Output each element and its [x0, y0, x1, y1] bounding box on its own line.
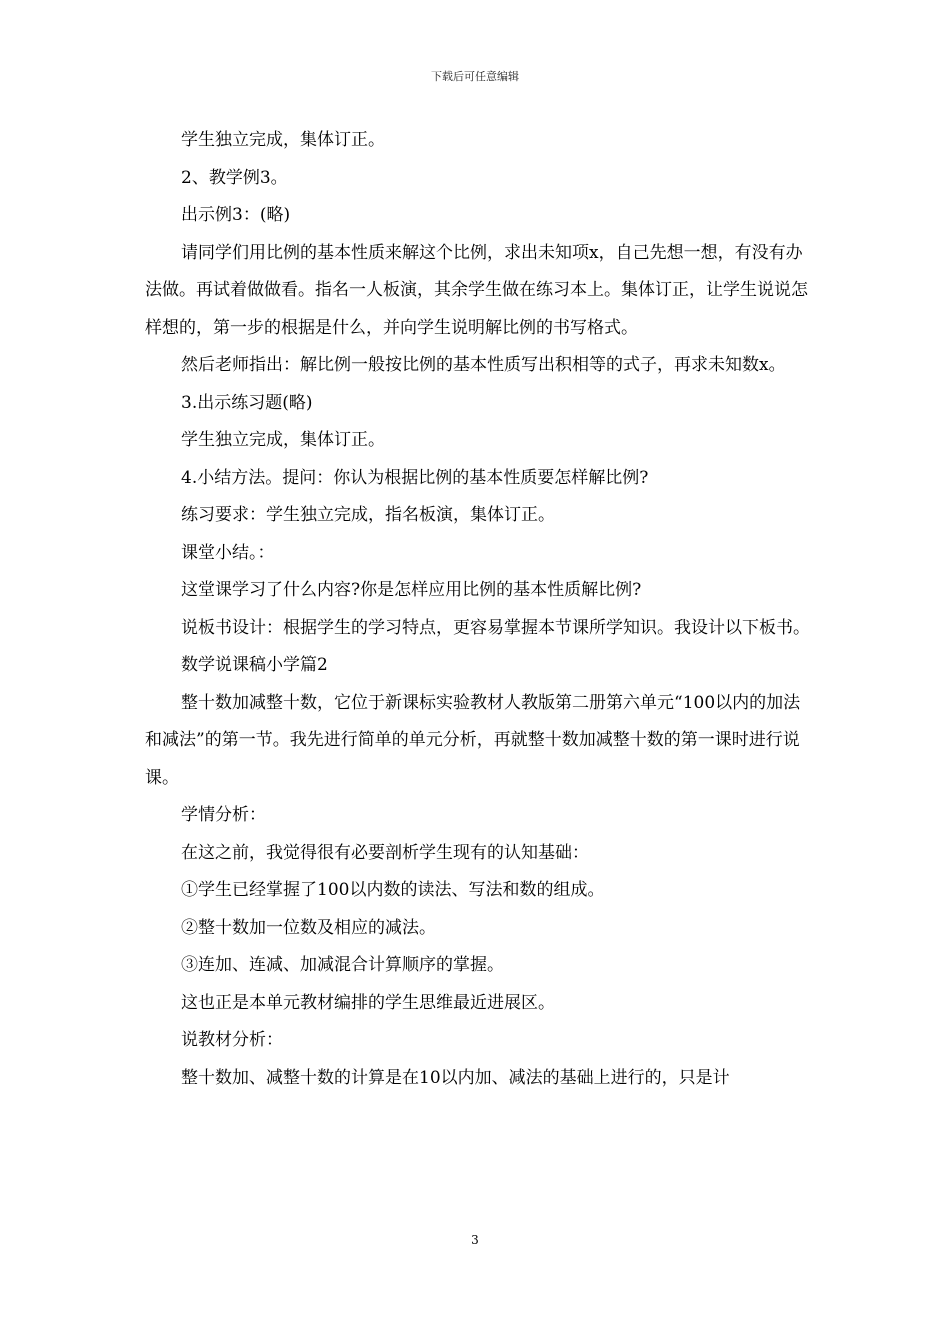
paragraph: 3.出示练习题(略) [181, 392, 313, 413]
paragraph: 2、教学例3。 [181, 167, 288, 188]
paragraph: 整十数加减整十数，它位于新课标实验教材人教版第二册第六单元“100以内的加法和减法”的第一节。我先进行简单的单元分析，再就整十数加减整十数的第一课时进行说课。 [145, 692, 801, 788]
section-heading: 数学说课稿小学篇2 [181, 655, 328, 675]
page-number: 3 [471, 1233, 479, 1247]
list-item: ①学生已经掌握了100以内数的读法、写法和数的组成。 [181, 880, 605, 900]
paragraph: 学生独立完成，集体订正。 [181, 430, 385, 450]
list-item: ②整十数加一位数及相应的减法。 [181, 917, 436, 938]
paragraph: 练习要求：学生独立完成，指名板演，集体订正。 [181, 505, 555, 525]
paragraph: 说教材分析： [181, 1030, 283, 1050]
paragraph: 出示例3：(略) [181, 205, 291, 225]
paragraph: 学生独立完成，集体订正。 [181, 130, 385, 150]
paragraph: 课堂小结。： [181, 542, 275, 563]
list-item: ③连加、连减、加减混合计算顺序的掌握。 [181, 955, 504, 975]
paragraph: 这也正是本单元教材编排的学生思维最近进展区。 [181, 992, 555, 1013]
paragraph: 请同学们用比例的基本性质来解这个比例，求出未知项x，自己先想一想，有没有办法做。再试着做做看。指名一人板演，其余学生做在练习本上。集体订正，让学生说说怎样想的，第一步的根据是什么，并向学生说明解比例的书写格式。 [145, 242, 808, 338]
paragraph: 学情分析： [181, 805, 266, 825]
document-body [145, 122, 810, 1097]
paragraph: 在这之前，我觉得很有必要剖析学生现有的认知基础： [181, 842, 589, 863]
page-header: 下载后可任意编辑 [431, 70, 519, 83]
paragraph: 4.小结方法。提问：你认为根据比例的基本性质要怎样解比例? [181, 467, 649, 488]
paragraph: 说板书设计：根据学生的学习特点，更容易掌握本节课所学知识。我设计以下板书。 [181, 617, 810, 638]
paragraph: 这堂课学习了什么内容?你是怎样应用比例的基本性质解比例? [181, 580, 642, 600]
paragraph: 整十数加、减整十数的计算是在10以内加、减法的基础上进行的，只是计 [181, 1067, 730, 1088]
paragraph: 然后老师指出：解比例一般按比例的基本性质写出积相等的式子，再求未知数x。 [181, 355, 786, 375]
